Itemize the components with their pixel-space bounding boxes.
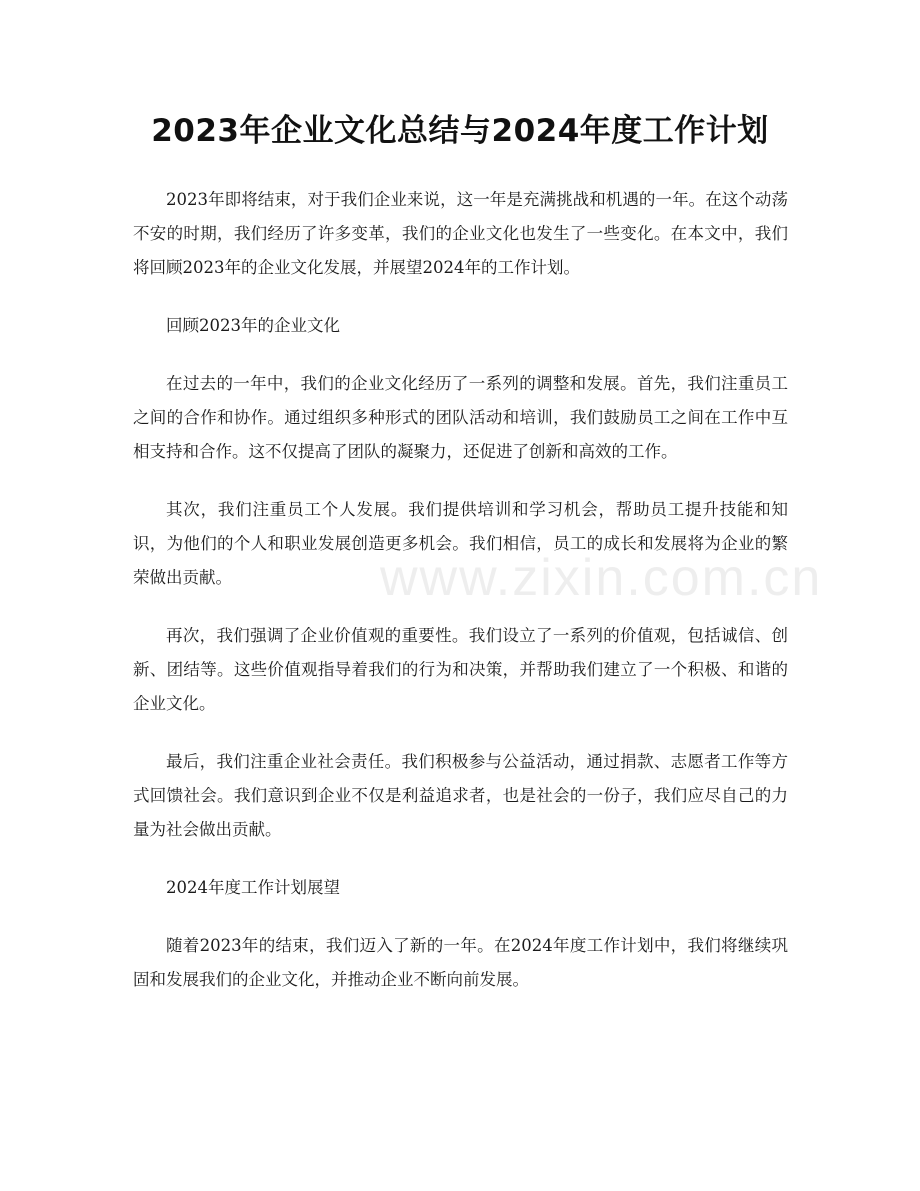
paragraph-collaboration: 在过去的一年中，我们的企业文化经历了一系列的调整和发展。首先，我们注重员工之间的合作和协作。通过组织多种形式的团队活动和培训，我们鼓励员工之间在工作中互相支持和合作。这不仅提高了团队的凝聚力，还促进了创新和高效的工作。: [133, 374, 788, 461]
watermark: www.zixin.com.cn: [380, 549, 823, 607]
paragraph-personal-development: 其次，我们注重员工个人发展。我们提供培训和学习机会，帮助员工提升技能和知识，为他们的个人和职业发展创造更多机会。我们相信，员工的成长和发展将为企业的繁荣做出贡献。: [133, 500, 788, 587]
document-title: 2023年企业文化总结与2024年度工作计划: [151, 113, 769, 149]
section-heading-review: 回顾2023年的企业文化: [166, 316, 340, 335]
paragraph-social-responsibility: 最后，我们注重企业社会责任。我们积极参与公益活动，通过捐款、志愿者工作等方式回馈社会。我们意识到企业不仅是利益追求者，也是社会的一份子，我们应尽自己的力量为社会做出贡献。: [133, 752, 788, 839]
document-body: [133, 183, 788, 1021]
intro-paragraph: 2023年即将结束，对于我们企业来说，这一年是充满挑战和机遇的一年。在这个动荡不安的时期，我们经历了许多变革，我们的企业文化也发生了一些变化。在本文中，我们将回顾2023年的企业文化发展，并展望2024年的工作计划。: [133, 190, 788, 277]
paragraph-values: 再次，我们强调了企业价值观的重要性。我们设立了一系列的价值观，包括诚信、创新、团结等。这些价值观指导着我们的行为和决策，并帮助我们建立了一个积极、和谐的企业文化。: [133, 626, 788, 713]
section-heading-plan: 2024年度工作计划展望: [166, 878, 340, 897]
paragraph-plan: 随着2023年的结束，我们迈入了新的一年。在2024年度工作计划中，我们将继续巩固和发展我们的企业文化，并推动企业不断向前发展。: [133, 936, 788, 989]
